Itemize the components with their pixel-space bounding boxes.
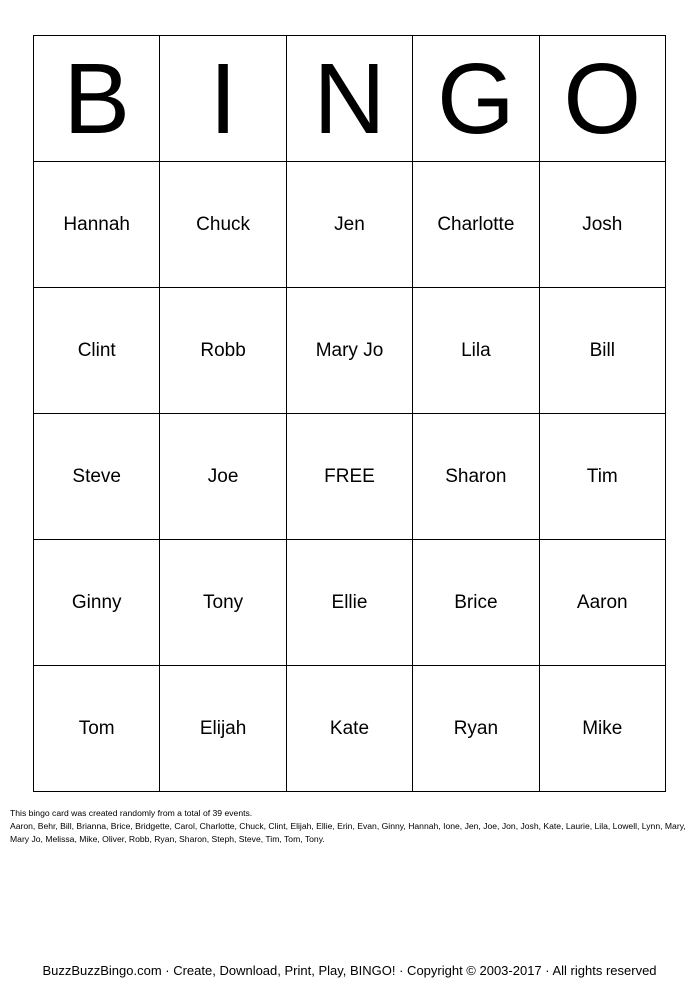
bingo-row-3 [34, 414, 666, 540]
bingo-cell: Clint [34, 288, 160, 414]
bingo-cell: Bill [539, 288, 665, 414]
bingo-cell: Hannah [34, 162, 160, 288]
bingo-cell: Brice [413, 540, 539, 666]
bingo-row-5 [34, 666, 666, 792]
free-space-cell: FREE [286, 414, 412, 540]
bingo-cell: Josh [539, 162, 665, 288]
card-note [10, 807, 690, 846]
card-note-summary: This bingo card was created randomly from a total of 39 events. [10, 808, 253, 818]
bingo-cell: Jen [286, 162, 412, 288]
bingo-cell: Mary Jo [286, 288, 412, 414]
bingo-cell: Steve [34, 414, 160, 540]
bingo-cell: Tim [539, 414, 665, 540]
bingo-cell: Aaron [539, 540, 665, 666]
bingo-row-1 [34, 162, 666, 288]
bingo-cell: Robb [160, 288, 286, 414]
header-letter-b: B [34, 36, 160, 162]
bingo-cell: Kate [286, 666, 412, 792]
bingo-cell: Mike [539, 666, 665, 792]
bingo-card [33, 35, 666, 792]
bingo-cell: Joe [160, 414, 286, 540]
bingo-cell: Lila [413, 288, 539, 414]
bingo-row-4 [34, 540, 666, 666]
bingo-cell: Elijah [160, 666, 286, 792]
header-letter-i: I [160, 36, 286, 162]
bingo-row-2 [34, 288, 666, 414]
bingo-header-row [34, 36, 666, 162]
bingo-cell: Ginny [34, 540, 160, 666]
bingo-cell: Sharon [413, 414, 539, 540]
header-letter-o: O [539, 36, 665, 162]
bingo-cell: Ellie [286, 540, 412, 666]
bingo-cell: Tom [34, 666, 160, 792]
bingo-cell: Charlotte [413, 162, 539, 288]
page-footer: BuzzBuzzBingo.com · Create, Download, Print, Play, BINGO! · Copyright © 2003-2017 · All rights reserved [42, 963, 657, 978]
bingo-cell: Tony [160, 540, 286, 666]
card-note-event-list: Aaron, Behr, Bill, Brianna, Brice, Bridgette, Carol, Charlotte, Chuck, Clint, Elijah, Ellie, Erin, Evan, Ginny, Hannah, Ione, Jen, Joe, Jon, Josh, Kate, Laurie, Lila, Lowell, Lynn, Mary, Mary Jo, Melissa, Mike, Oliver, Robb, Ryan, Sharon, Steph, Steve, Tim, Tom, Tony. [10, 821, 686, 844]
bingo-cell: Chuck [160, 162, 286, 288]
header-letter-n: N [286, 36, 412, 162]
header-letter-g: G [413, 36, 539, 162]
bingo-cell: Ryan [413, 666, 539, 792]
